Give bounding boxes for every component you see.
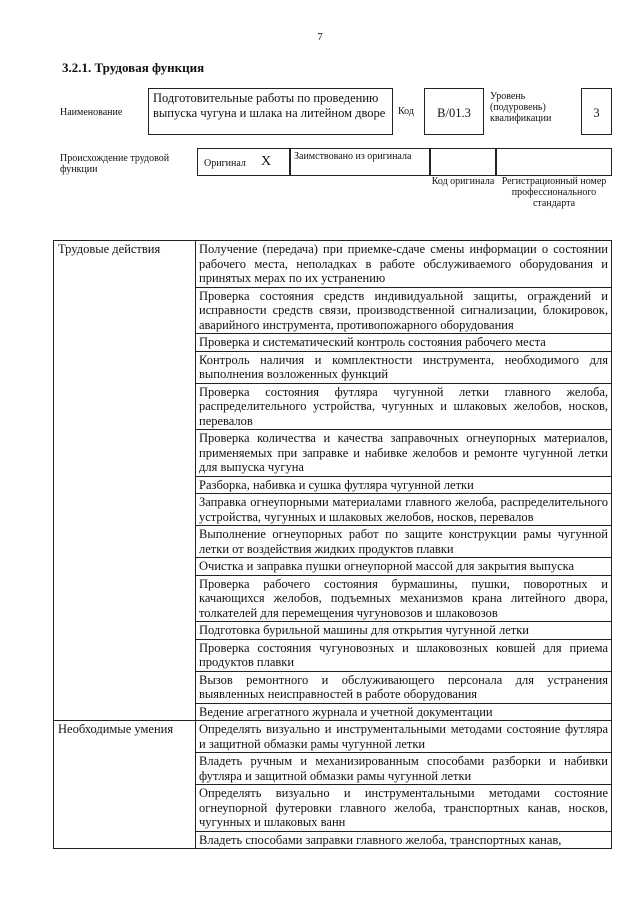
- reg-number-cell: [496, 148, 612, 176]
- list-item: Подготовка бурильной машины для открытия чугунной летки: [196, 622, 612, 640]
- level-box: [581, 88, 612, 135]
- section-title: 3.2.1. Трудовая функция: [62, 60, 205, 75]
- list-item: Проверка количества и качества заправочных огнеупорных материалов, применяемых при заправке и набивке желобов и ремонте чугунной летки для выпуска чугуна: [196, 430, 612, 477]
- list-item: Владеть способами заправки главного желоба, транспортных канав,: [196, 831, 612, 849]
- borrowed-label: Заимствовано из оригинала: [294, 151, 412, 162]
- level-label: Уровень (подуровень) квалификации: [490, 91, 552, 124]
- list-item: Очистка и заправка пушки огнеупорной массой для закрытия выпуска: [196, 558, 612, 576]
- page-number: 7: [317, 31, 323, 43]
- origin-label: Происхождение трудовой функции: [60, 153, 170, 175]
- list-item: Проверка рабочего состояния бурмашины, пушки, поворотных и качающихся желобов, подъемных механизмов крана литейного двора, толкателей для перемещения чугуновозов и шлаковозов: [196, 575, 612, 622]
- function-table: [53, 240, 612, 849]
- list-item: Контроль наличия и комплектности инструмента, необходимого для выполнения возложенных функций: [196, 351, 612, 383]
- list-item: Владеть ручным и механизированным способами разборки и набивки футляра и защитной обмазки рамы чугунной летки: [196, 753, 612, 785]
- original-label: Оригинал: [204, 158, 246, 169]
- table-row: [54, 241, 612, 288]
- code-value: В/01.3: [437, 106, 471, 120]
- list-item: Проверка состояния футляра чугунной летки главного желоба, распределительного устройства, чугунных и шлаковых желобов, носков, перевалов: [196, 383, 612, 430]
- list-item: Определять визуально и инструментальными методами состояние футляра и защитной обмазки рамы чугунной летки: [196, 721, 612, 753]
- section-label: Необходимые умения: [54, 721, 196, 849]
- original-code-cell: [430, 148, 496, 176]
- list-item: Проверка состояния средств индивидуальной защиты, ограждений и исправности средств связи, производственной сигнализации, блокировок, аварийного инструмента, противопожарного оборудования: [196, 287, 612, 334]
- name-label: Наименование: [60, 107, 123, 118]
- borrowed-cell: [290, 148, 430, 176]
- original-cell: [197, 148, 290, 176]
- function-name-value: Подготовительные работы по проведению выпуска чугуна и шлака на литейном дворе: [153, 91, 386, 120]
- original-code-caption: Код оригинала: [431, 176, 495, 187]
- code-box: [424, 88, 484, 135]
- list-item: Проверка состояния чугуновозных и шлаковозных ковшей для приема продуктов плавки: [196, 639, 612, 671]
- list-item: Разборка, набивка и сушка футляра чугунной летки: [196, 476, 612, 494]
- function-name-box: [148, 88, 393, 135]
- list-item: Проверка и систематический контроль состояния рабочего места: [196, 334, 612, 352]
- reg-number-caption: Регистрационный номер профессионального стандарта: [501, 176, 607, 209]
- original-mark: Х: [261, 154, 272, 169]
- list-item: Вызов ремонтного и обслуживающего персонала для устранения выявленных неисправностей в работе оборудования: [196, 671, 612, 703]
- table-row: [54, 721, 612, 753]
- list-item: Заправка огнеупорными материалами главного желоба, распределительного устройства, чугунных и шлаковых желобов, носков, перевалов: [196, 494, 612, 526]
- list-item: Выполнение огнеупорных работ по защите конструкции рамы чугунной летки от воздействия жидких продуктов плавки: [196, 526, 612, 558]
- code-label: Код: [398, 106, 414, 117]
- level-value: 3: [593, 106, 600, 120]
- list-item: Определять визуально и инструментальными методами состояние огнеупорной футеровки главного желоба, транспортных канав, носков, чугунных и шлаковых ванн: [196, 785, 612, 832]
- section-label: Трудовые действия: [54, 241, 196, 721]
- list-item: Получение (передача) при приемке-сдаче смены информации о состоянии рабочего места, неполадках в работе обслуживаемого оборудования и принятых мерах по их устранению: [196, 241, 612, 288]
- list-item: Ведение агрегатного журнала и учетной документации: [196, 703, 612, 721]
